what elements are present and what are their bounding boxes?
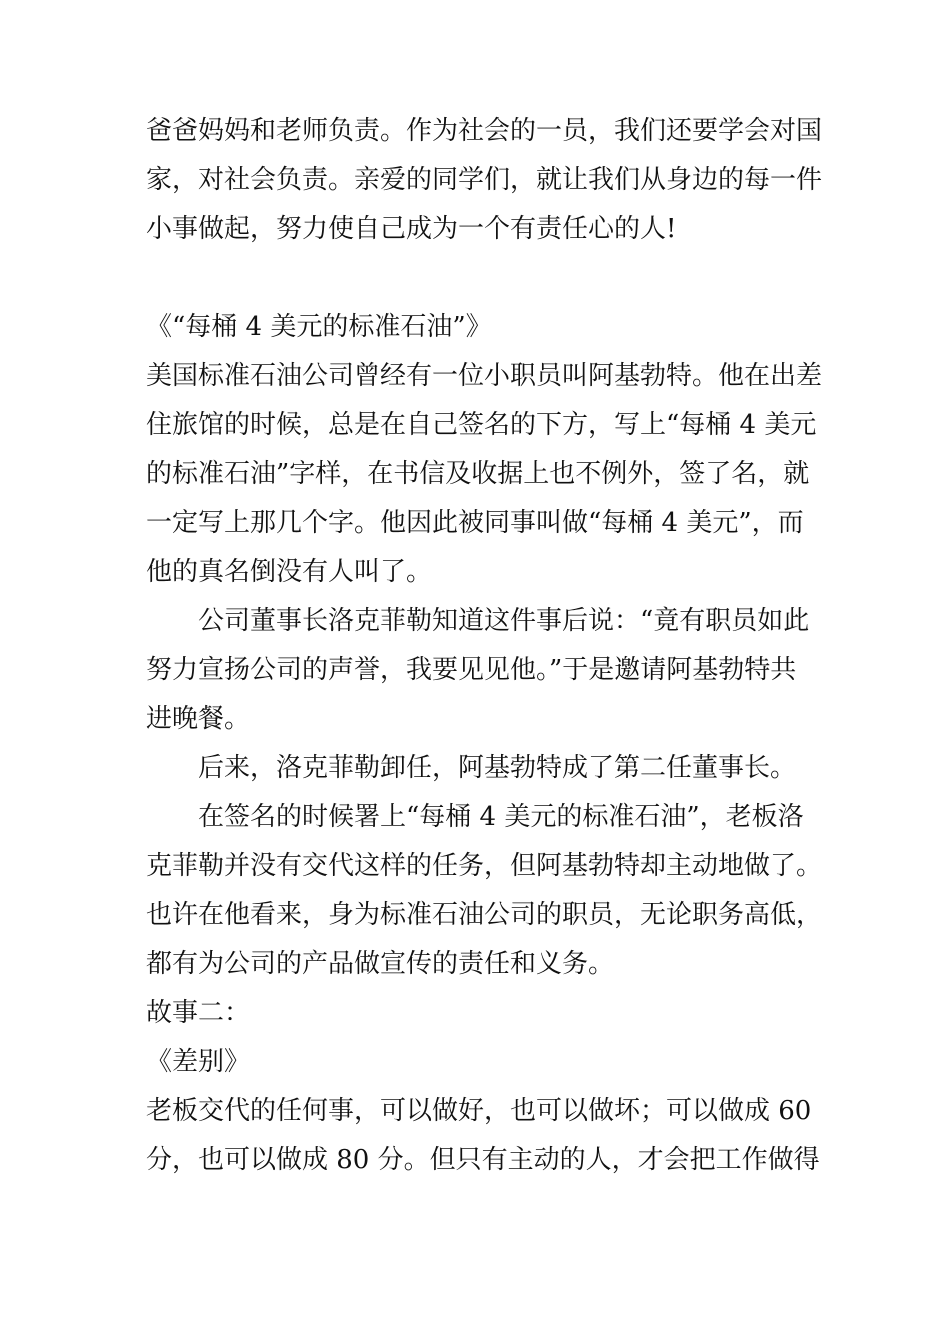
- text-line: 都有为公司的产品做宣传的责任和义务。: [146, 949, 615, 979]
- text-line: 在签名的时候署上“每桶 4 美元的标准石油”，老板洛: [198, 802, 804, 832]
- text-line: 他的真名倒没有人叫了。: [146, 557, 433, 587]
- story-one-paragraph-2: [146, 597, 816, 744]
- text-line: 的标准石油”字样，在书信及收据上也不例外，签了名，就: [146, 459, 810, 489]
- document-body: [146, 107, 823, 1185]
- intro-paragraph: [146, 107, 823, 254]
- story-one-paragraph-4: [146, 793, 823, 989]
- text-line: 美国标准石油公司曾经有一位小职员叫阿基勃特。他在出差: [146, 361, 823, 391]
- text-line: 克菲勒并没有交代这样的任务，但阿基勃特却主动地做了。: [146, 851, 823, 881]
- text-line: 一定写上那几个字。他因此被同事叫做“每桶 4 美元”，而: [146, 508, 804, 538]
- text-line: 老板交代的任何事，可以做好，也可以做坏；可以做成 60: [146, 1096, 812, 1126]
- story-two-heading: 故事二：: [146, 998, 251, 1028]
- text-line: 小事做起，努力使自己成为一个有责任心的人!: [146, 214, 677, 244]
- story-two-title: 《差别》: [146, 1047, 251, 1077]
- text-line: 住旅馆的时候，总是在自己签名的下方，写上“每桶 4 美元: [146, 410, 817, 440]
- text-line: 进晚餐。: [146, 704, 251, 734]
- text-line: 家，对社会负责。亲爱的同学们，就让我们从身边的每一件: [146, 165, 823, 195]
- text-line: 后来，洛克菲勒卸任，阿基勃特成了第二任董事长。: [198, 753, 797, 783]
- text-line: 爸爸妈妈和老师负责。作为社会的一员，我们还要学会对国: [146, 116, 823, 146]
- text-line: 分，也可以做成 80 分。但只有主动的人，才会把工作做得: [146, 1145, 820, 1175]
- story-one-paragraph-1: [146, 352, 823, 597]
- story-one-paragraph-3: [146, 744, 816, 793]
- story-two-paragraph-1: [146, 1087, 820, 1185]
- text-line: 努力宣扬公司的声誉，我要见见他。”于是邀请阿基勃特共: [146, 655, 797, 685]
- story-two: [146, 989, 820, 1185]
- paragraph-gap: [146, 254, 816, 303]
- story-one-title: 《“每桶 4 美元的标准石油”》: [146, 312, 492, 342]
- text-line: 也许在他看来，身为标准石油公司的职员，无论职务高低，: [146, 900, 823, 930]
- story-one: [146, 303, 823, 989]
- text-line: 公司董事长洛克菲勒知道这件事后说：“竟有职员如此: [198, 606, 810, 636]
